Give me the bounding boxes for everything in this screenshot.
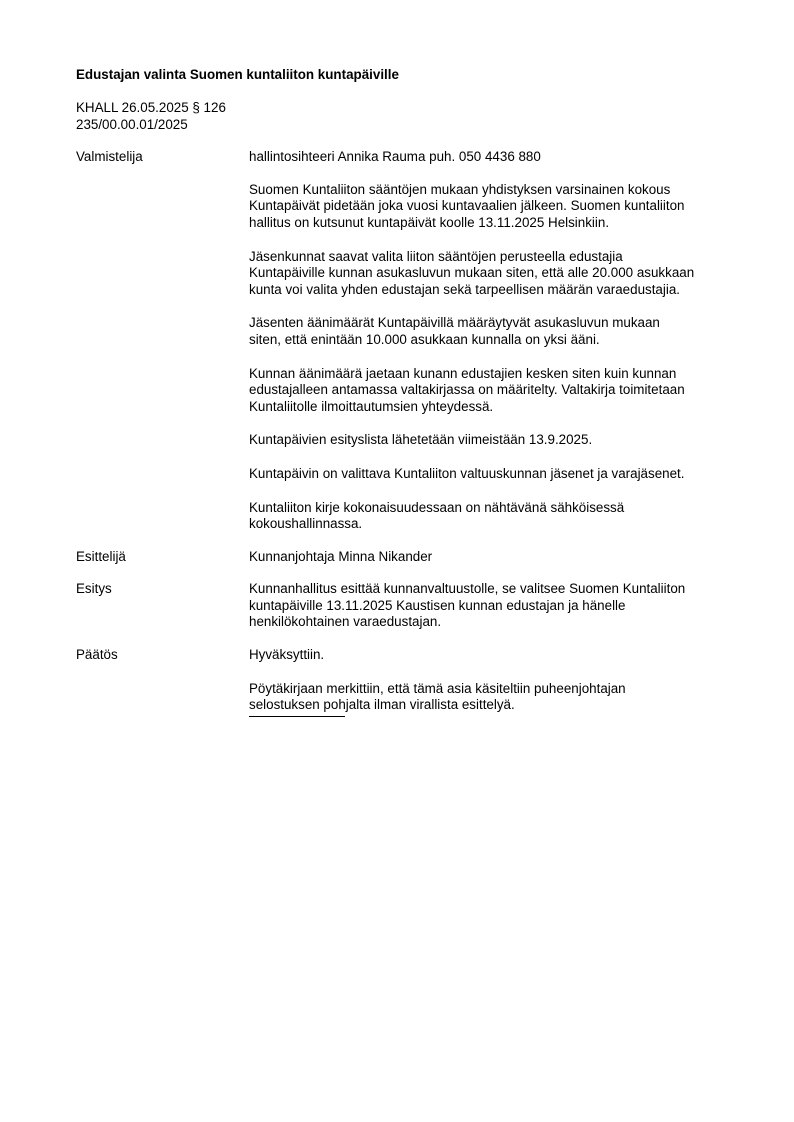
paragraph-line: kuntapäiville 13.11.2025 Kaustisen kunnan edustajan ja hänelle: [249, 597, 626, 613]
paragraph-line: Kuntapäivät pidetään joka vuosi kuntavaalien jälkeen. Suomen kuntaliiton: [249, 198, 685, 214]
presenter-content: [249, 549, 740, 566]
background-paragraph: [249, 249, 740, 299]
proposal-section: [76, 581, 740, 631]
paragraph-line: Kunnanhallitus esittää kunnanvaltuustolle, se valitsee Suomen Kuntaliiton: [249, 581, 686, 597]
proposal-content: [249, 581, 740, 631]
background-label-spacer: [76, 182, 249, 533]
presenter-section: [76, 549, 740, 566]
paragraph-line: siten, että enintään 10.000 asukkaan kunnalla on yksi ääni.: [249, 331, 600, 347]
preparer-content: [249, 149, 740, 166]
preparer-text: hallintosihteeri Annika Rauma puh. 050 4436 880: [249, 149, 541, 165]
decision-section: [76, 647, 740, 717]
presenter-paragraph: [249, 549, 740, 566]
paragraph-line: Kuntaliiton kirje kokonaisuudessaan on nähtävänä sähköisessä: [249, 499, 625, 515]
proposal-label: Esitys: [76, 581, 112, 597]
background-paragraph: [249, 432, 740, 449]
presenter-label: Esittelijä: [76, 548, 126, 564]
presenter-text: Kunnanjohtaja Minna Nikander: [249, 548, 433, 564]
paragraph-line: kokoushallinnassa.: [249, 516, 363, 532]
paragraph-line: edustajalleen antamassa valtakirjassa on määritelty. Valtakirja toimitetaan: [249, 382, 685, 398]
paragraph-line: Jäsenkunnat saavat valita liiton sääntöjen perusteella edustajia: [249, 248, 623, 264]
decision-label: Päätös: [76, 647, 118, 663]
background-paragraph: [249, 500, 740, 533]
background-content: [249, 182, 740, 533]
paragraph-line: henkilökohtainen varaedustajan.: [249, 614, 442, 630]
paragraph-line: Kuntapäiville kunnan asukasluvun mukaan siten, että alle 20.000 asukkaan: [249, 265, 695, 281]
diary-number: 235/00.00.01/2025: [76, 116, 188, 132]
preparer-label: Valmistelija: [76, 149, 143, 165]
paragraph-line: Kuntapäivien esityslista lähetetään viimeistään 13.9.2025.: [249, 432, 593, 448]
preparer-section: [76, 149, 740, 166]
decision-paragraph: [249, 647, 740, 664]
paragraph-line: Jäsenten äänimäärät Kuntapäivillä määräytyvät asukasluvun mukaan: [249, 315, 660, 331]
paragraph-line: Kuntapäivin on valittava Kuntaliiton valtuuskunnan jäsenet ja varajäsenet.: [249, 465, 685, 481]
background-section: [76, 182, 740, 533]
decision-content: [249, 647, 740, 717]
document-page: [76, 67, 740, 717]
decision-text: Hyväksyttiin.: [249, 647, 325, 663]
paragraph-line: kunta voi valita yhden edustajan sekä tarpeellisen määrän varaedustajia.: [249, 281, 680, 297]
paragraph-line: Kunnan äänimäärä jaetaan kunann edustajien kesken siten kuin kunnan: [249, 365, 677, 381]
document-meta: [76, 100, 740, 133]
preparer-paragraph: [249, 149, 740, 166]
proposal-paragraph: [249, 581, 740, 631]
paragraph-line: Pöytäkirjaan merkittiin, että tämä asia käsiteltiin puheenjohtajan: [249, 680, 626, 696]
paragraph-line: Suomen Kuntaliiton sääntöjen mukaan yhdistyksen varsinainen kokous: [249, 181, 671, 197]
paragraph-line: hallitus on kutsunut kuntapäivät koolle 13.11.2025 Helsinkiin.: [249, 214, 610, 230]
background-paragraph: [249, 466, 740, 483]
background-paragraph: [249, 366, 740, 416]
closing-rule: [249, 716, 345, 717]
paragraph-line: Kuntaliitolle ilmoittautumsien yhteydessä.: [249, 398, 494, 414]
paragraph-line: selostuksen pohjalta ilman virallista esittelyä.: [249, 697, 515, 713]
background-paragraph: [249, 182, 740, 232]
background-paragraph: [249, 315, 740, 348]
document-title: Edustajan valinta Suomen kuntaliiton kuntapäiville: [76, 67, 399, 82]
decision-paragraph: [249, 681, 740, 714]
meeting-reference: KHALL 26.05.2025 § 126: [76, 100, 226, 115]
